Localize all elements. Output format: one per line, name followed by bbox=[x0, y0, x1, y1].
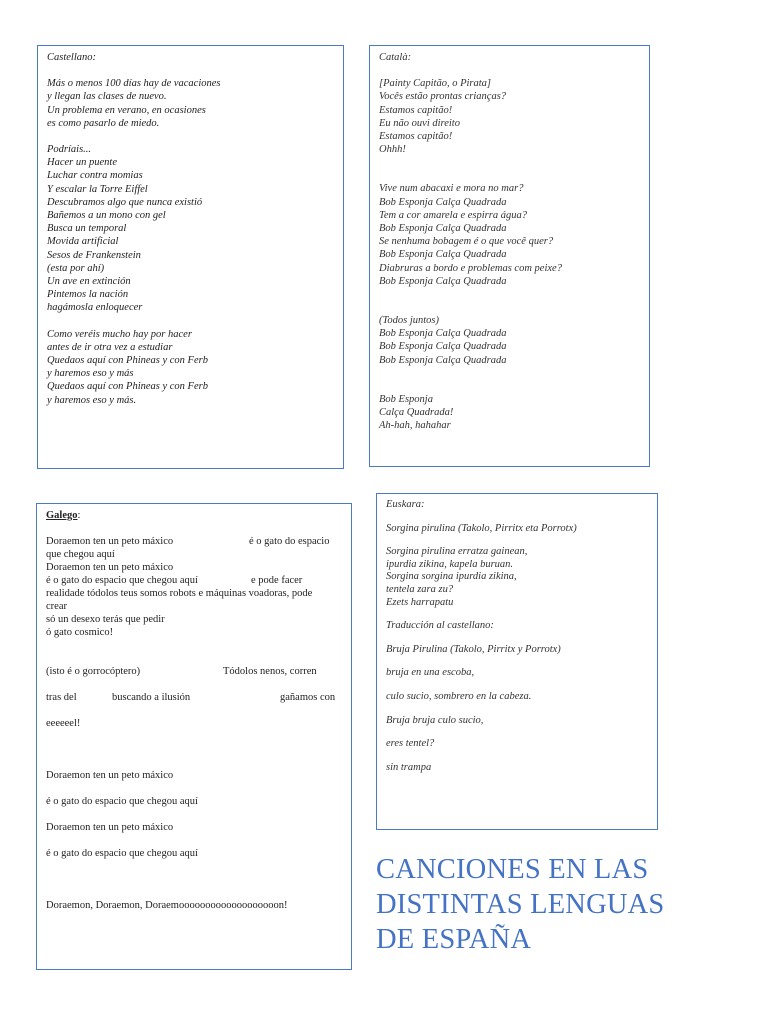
catala-stanza-3: (Todos juntos) Bob Esponja Calça Quadrada Bob Esponja Calça Quadrada Bob Esponja Calça Quadrada bbox=[379, 315, 507, 366]
castellano-lyrics-box bbox=[37, 45, 344, 469]
galego-line bbox=[46, 587, 342, 600]
galego-refrain-text: Doraemon ten un peto máxico bbox=[46, 822, 174, 834]
catala-heading: Català: bbox=[379, 52, 412, 63]
galego-row-3-text: eeeeeel! bbox=[46, 718, 81, 730]
galego-line-left: só un desexo terás que pedir bbox=[46, 614, 165, 626]
galego-row-3 bbox=[46, 717, 342, 730]
title-line-1: CANCIONES EN LAS bbox=[376, 854, 649, 885]
galego-line bbox=[46, 548, 342, 561]
galego-line bbox=[46, 535, 342, 548]
galego-refrain-text: é o gato do espacio que chegou aquí bbox=[46, 848, 198, 860]
catala-stanza-4: Bob Esponja Calça Quadrada! Ah-hah, hahahar bbox=[379, 393, 454, 432]
translation-line: bruja en una escoba, bbox=[386, 667, 475, 679]
galego-row-2-a: tras del bbox=[46, 692, 77, 704]
galego-line-right: é o gato do espacio bbox=[249, 536, 330, 548]
galego-refrain-line bbox=[46, 769, 342, 782]
galego-line-left: crear bbox=[46, 601, 67, 613]
galego-refrain-text: é o gato do espacio que chegou aquí bbox=[46, 796, 198, 808]
galego-line bbox=[46, 613, 342, 626]
castellano-stanza-1: Más o menos 100 días hay de vacaciones y llegan las clases de nuevo. Un problema en verano, en ocasiones es como pasarlo de miedo. bbox=[47, 78, 221, 129]
galego-line-left: é o gato do espacio que chegou aquí bbox=[46, 575, 198, 587]
translation-line: Bruja bruja culo sucio, bbox=[386, 714, 484, 726]
title-line-3: DE ESPAÑA bbox=[376, 924, 532, 955]
galego-row-2-b: buscando a ilusión bbox=[112, 692, 191, 704]
galego-refrain-line bbox=[46, 821, 342, 834]
galego-line-right: e pode facer bbox=[251, 575, 303, 587]
galego-lyrics-box bbox=[36, 503, 352, 970]
galego-row-1-left: (isto é o gorrocóptero) bbox=[46, 666, 141, 678]
translation-line: eres tentel? bbox=[386, 738, 435, 750]
euskara-song-title: Sorgina pirulina (Takolo, Pirritx eta Porrotx) bbox=[386, 522, 577, 534]
document-title bbox=[376, 852, 756, 957]
translation-line: culo sucio, sombrero en la cabeza. bbox=[386, 690, 532, 702]
galego-line bbox=[46, 600, 342, 613]
translation-title: Bruja Pirulina (Takolo, Pirritx y Porrotx) bbox=[386, 643, 561, 655]
galego-line-left: que chegou aquí bbox=[46, 549, 115, 561]
galego-row-2 bbox=[46, 691, 342, 704]
galego-line-left: Doraemon ten un peto máxico bbox=[46, 536, 174, 548]
galego-row-1-right: Tódolos nenos, corren bbox=[223, 666, 317, 678]
galego-refrain-line bbox=[46, 795, 342, 808]
catala-stanza-1: [Painty Capitão, o Pirata] Vocês estão prontas crianças? Estamos capitão! Eu não ouvi direito Estamos capitão! Ohhh! bbox=[379, 78, 507, 156]
translation-heading: Traducción al castellano: bbox=[386, 620, 494, 632]
galego-line bbox=[46, 626, 342, 639]
galego-heading-text: Galego bbox=[46, 510, 78, 521]
catala-stanza-2: Vive num abacaxi e mora no mar? Bob Esponja Calça Quadrada Tem a cor amarela e espirra água? Bob Esponja Calça Quadrada Se nenhuma bobagem é o que você quer? Bob Esponja Calça Quadrada Diabruras a bordo e problemas com peixe? Bob Esponja Calça Quadrada bbox=[379, 183, 562, 287]
galego-refrain-line bbox=[46, 847, 342, 860]
euskara-lyrics-box bbox=[376, 493, 658, 830]
galego-row-1 bbox=[46, 665, 342, 678]
title-line-2: DISTINTAS LENGUAS bbox=[376, 889, 665, 920]
translation-line: sin trampa bbox=[386, 761, 432, 773]
galego-heading-colon: : bbox=[77, 510, 81, 521]
galego-refrain-text: Doraemon ten un peto máxico bbox=[46, 770, 174, 782]
castellano-heading: Castellano: bbox=[47, 52, 96, 63]
galego-heading bbox=[46, 509, 342, 522]
galego-line-left: ó gato cosmico! bbox=[46, 627, 114, 639]
catala-lyrics-box bbox=[369, 45, 650, 467]
galego-line-left: Doraemon ten un peto máxico bbox=[46, 562, 174, 574]
galego-row-2-c: gañamos con bbox=[280, 692, 336, 704]
castellano-stanza-2: Podríais... Hacer un puente Luchar contra momias Y escalar la Torre Eiffel Descubramos algo que nunca existió Bañemos a un mono con gel Busca un temporal Movida artificial Sesos de Frankenstein (esta por ahí) Un ave en extinción Pintemos la nación hagámosla enloquecer bbox=[47, 144, 203, 314]
galego-ending bbox=[46, 899, 342, 912]
galego-line-left: realidade tódolos teus somos robots e máquinas voadoras, pode bbox=[46, 588, 313, 600]
galego-line bbox=[46, 561, 342, 574]
castellano-stanza-3: Como veréis mucho hay por hacer antes de ir otra vez a estudiar Quedaos aquí con Phineas y con Ferb y haremos eso y más Quedaos aquí con Phineas y con Ferb y haremos eso y más. bbox=[47, 328, 208, 406]
euskara-heading: Euskara: bbox=[386, 499, 425, 510]
galego-line bbox=[46, 574, 342, 587]
galego-ending-text: Doraemon, Doraemon, Doraemooooooooooooooooooon! bbox=[46, 900, 288, 912]
euskara-stanza: Sorgina pirulina erratza gainean, ipurdia zikina, kapela buruan. Sorgina sorgina ipurdia zikina, tentela zara zu? Ezets harrapatu bbox=[386, 546, 528, 608]
